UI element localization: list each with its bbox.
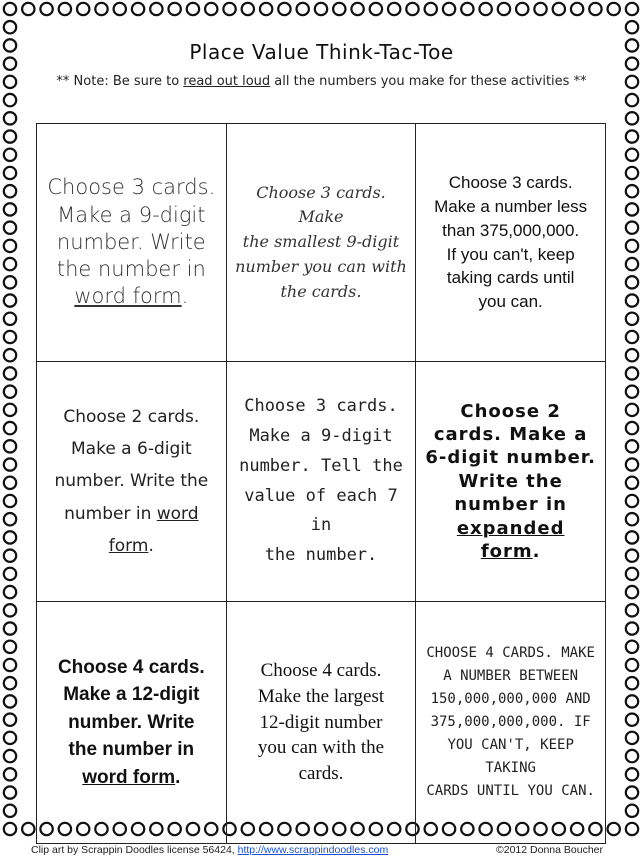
grid-cell-5: Choose 3 cards. Make a 9-digit number. Tell the value of each 7 in the number. — [226, 362, 416, 602]
grid-cell-2: Choose 3 cards. Make the smallest 9-digit number you can with the cards. — [226, 124, 416, 362]
instruction-note — [0, 74, 643, 89]
grid-cell-4: Choose 2 cards. Make a 6-digit number. Write the number in word form. — [37, 362, 227, 602]
tic-tac-toe-grid — [36, 123, 606, 844]
note-suffix: all the numbers you make for these activities ** — [270, 74, 587, 89]
note-underlined-text: read out loud — [183, 74, 271, 89]
copyright-notice: ©2012 Donna Boucher — [496, 844, 603, 856]
grid-cell-9: CHOOSE 4 CARDS. MAKE A NUMBER BETWEEN 150,000,000,000 AND 375,000,000,000. IF YOU CAN'T, KEEP TAKING CARDS UNTIL YOU CAN. — [416, 602, 606, 844]
note-prefix: ** Note: Be sure to — [56, 74, 184, 89]
grid-cell-8: Choose 4 cards. Make the largest 12-digit number you can with the cards. — [226, 602, 416, 844]
grid-cell-6: Choose 2 cards. Make a 6-digit number. Write the number in expanded form. — [416, 362, 606, 602]
grid-cell-7: Choose 4 cards. Make a 12-digit number. Write the number in word form. — [37, 602, 227, 844]
grid-cell-1: Choose 3 cards. Make a 9-digit number. Write the number in word form. — [37, 124, 227, 362]
word-form-underlined: word form — [82, 766, 176, 788]
grid-cell-3: Choose 3 cards. Make a number less than 375,000,000. If you can't, keep taking cards until you can. — [416, 124, 606, 362]
word-form-underlined: word form — [74, 284, 182, 309]
expanded-form-underlined: expanded form — [456, 517, 565, 562]
clip-art-credit: Clip art by Scrappin Doodles license 56424, http://www.scrappindoodles.com — [31, 844, 389, 856]
page-title: Place Value Think-Tac-Toe — [189, 40, 454, 64]
scrappin-doodles-link[interactable]: http://www.scrappindoodles.com — [237, 844, 389, 856]
